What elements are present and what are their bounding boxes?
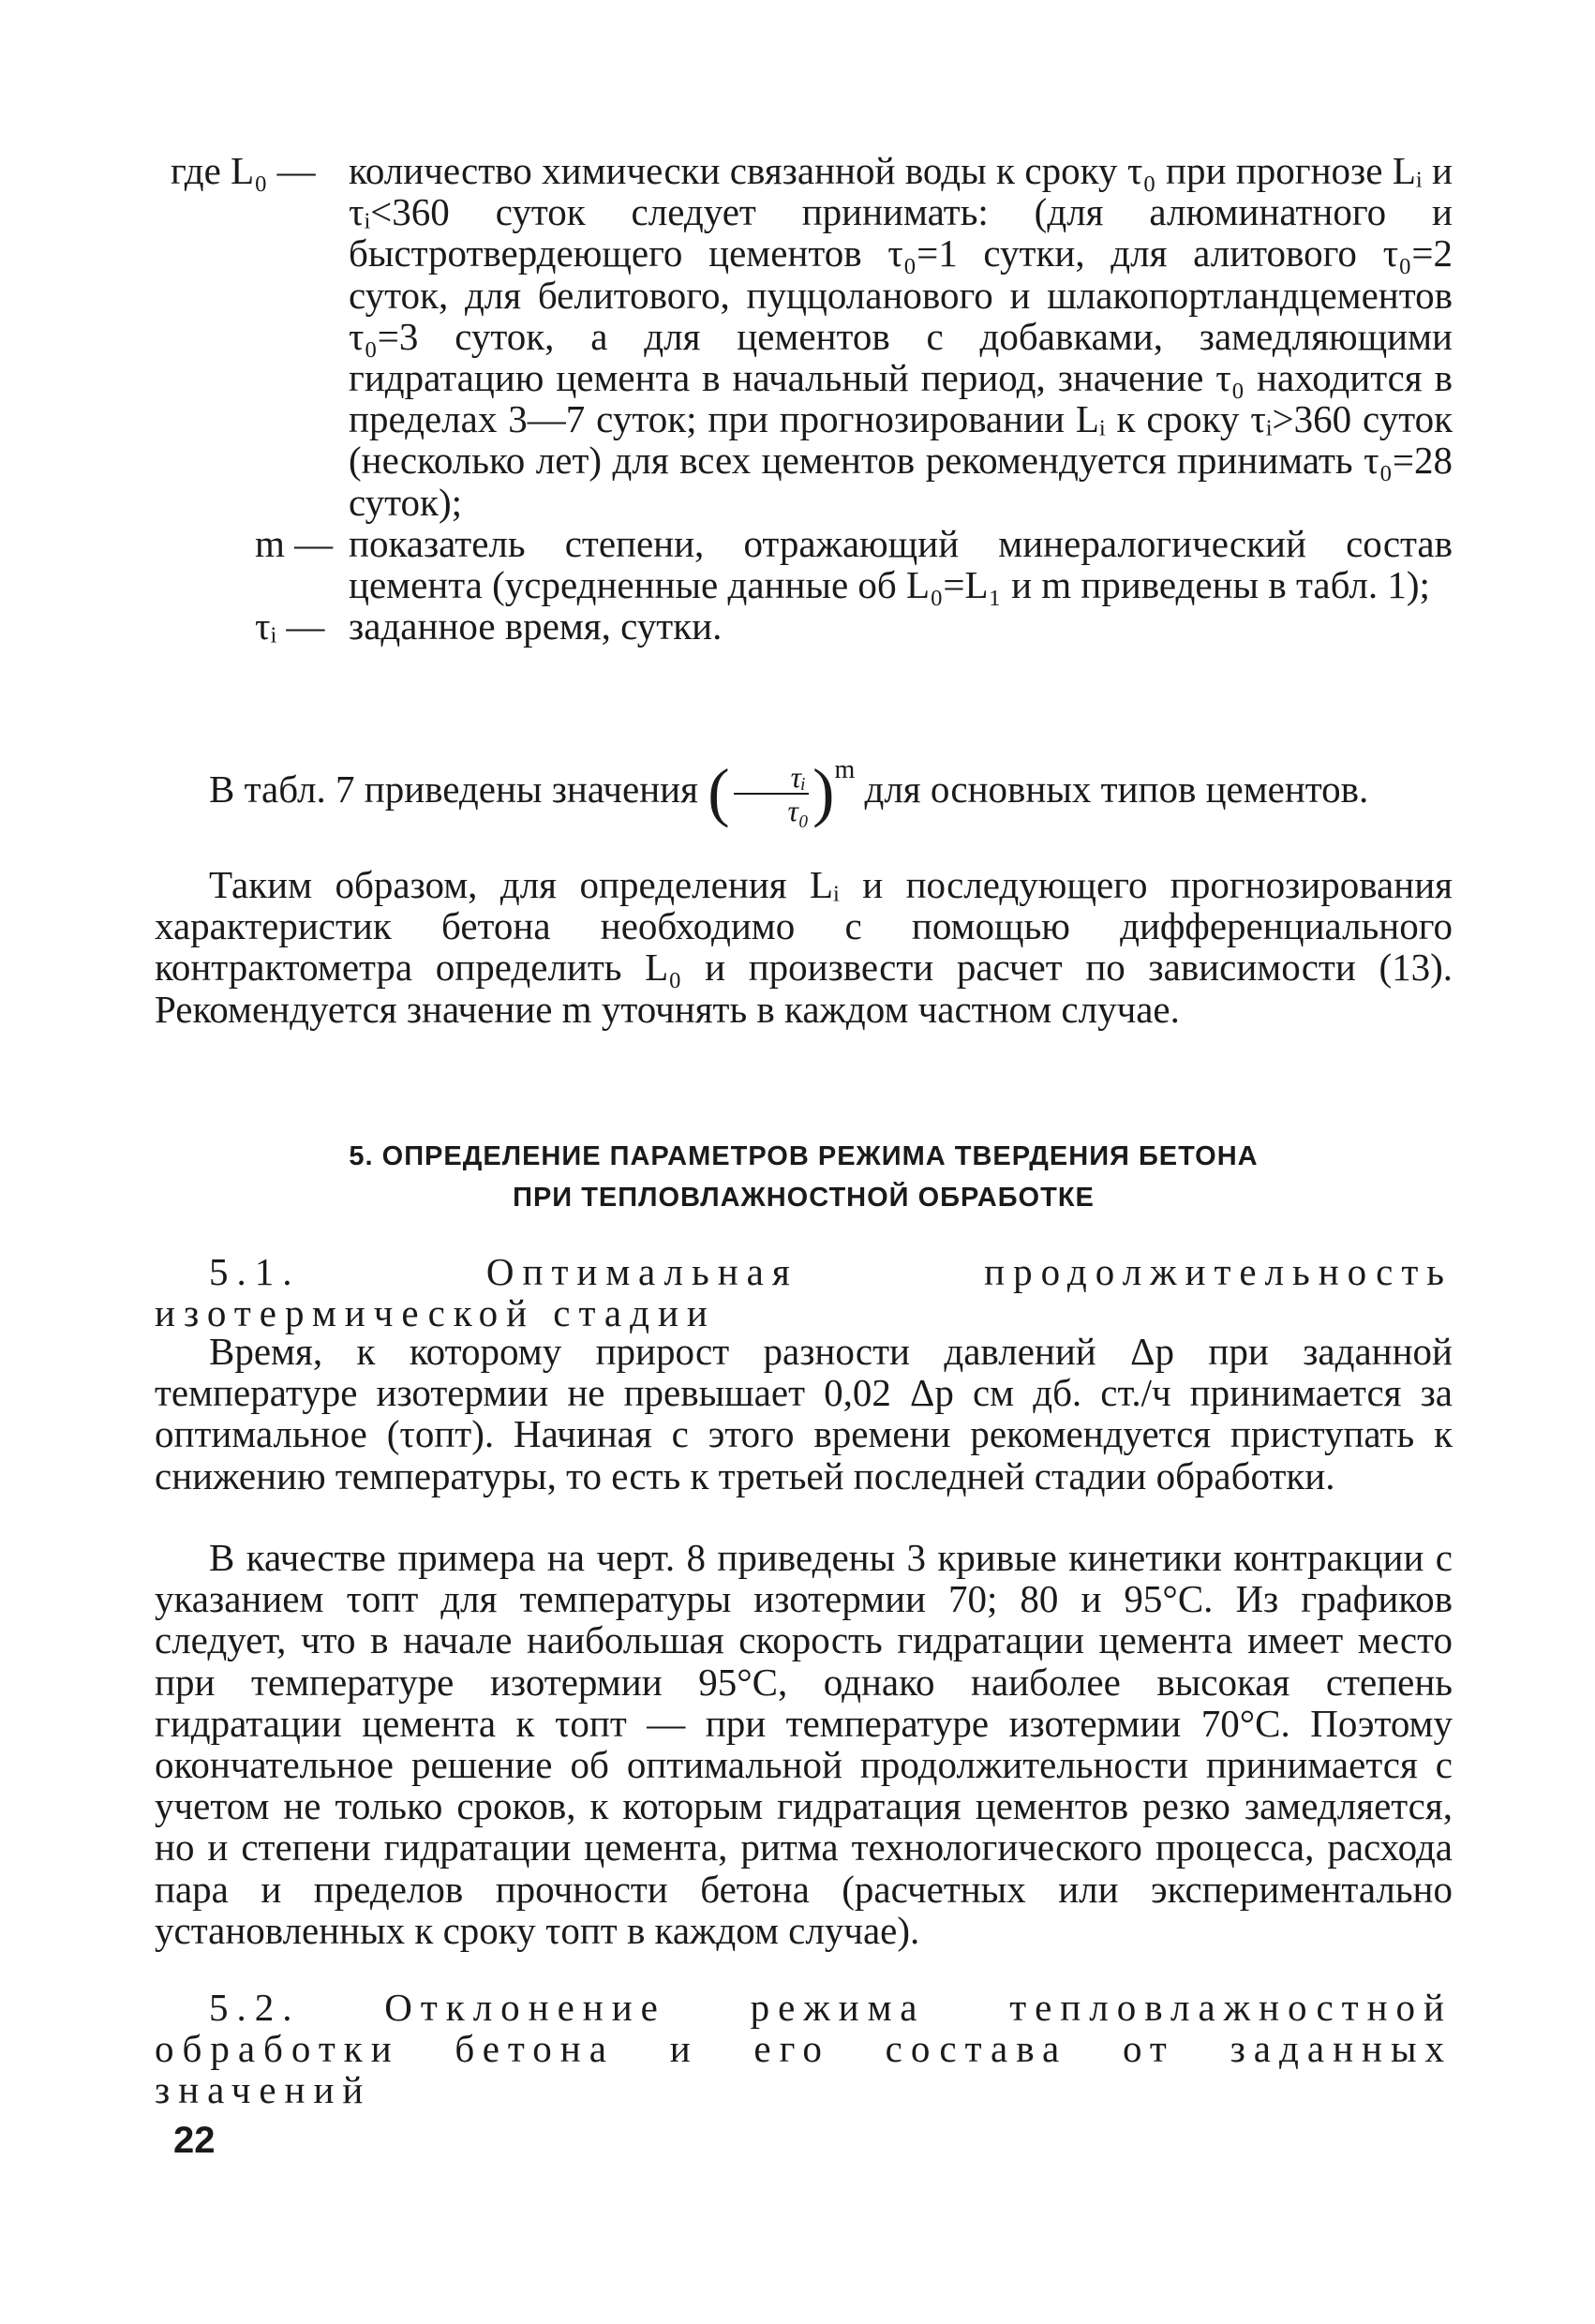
table-reference-paragraph [155,750,1453,827]
definition-symbol: τᵢ — [255,604,325,648]
section-heading [155,1136,1453,1218]
definitions-list [171,150,1453,647]
paragraph-time: Время, к которому прирост разности давлений Δp при заданной температуре изотермии не превышает 0,02 Δp см дб. ст./ч принимается за оптимальное (τопт). Начиная с этого времени рекомендуется приступать к снижению температуры, то есть к третьей последней стадии обработки. [155,1330,1453,1497]
section-heading-line-2: ПРИ ТЕПЛОВЛАЖНОСТНОЙ ОБРАБОТКЕ [513,1183,1095,1213]
definition-m [255,523,1453,605]
definition-text: показатель степени, отражающий минералогический состав цемента (усредненные данные об L₀=L₁ и m приведены в табл. 1); [349,521,1453,607]
exponent: m [834,755,856,784]
table-ref-after: для основных типов цементов. [864,767,1369,811]
definition-text: заданное время, сутки. [349,604,723,648]
definition-tau [255,605,1453,647]
paren-close: ) [812,756,835,829]
subsection-heading-5-2: 5.2. Отклонение режима тепловлажностной обработки бетона и его состава от заданных значений [155,1986,1453,2112]
definition-symbol: m — [255,521,334,565]
paren-open: ( [708,756,730,829]
definition-l0 [171,150,1453,523]
definition-symbol: где L₀ — [171,149,316,192]
paragraph-example: В качестве примера на черт. 8 приведены 3 кривые кинетики контракции с указанием τопт для температуры изотермии 70; 80 и 95°С. Из графиков следует, что в начале наибольшая скорость гидратации цемента имеет место при температуре изотермии 95°С, однако наиболее высокая степень гидратации цемента к τопт — при температуре изотермии 70°С. Поэтому окончательное решение об оптимальной продолжительности принимается с учетом не только сроков, к которым гидратация цементов резко замедляется, но и степени гидратации цемента, ритма технологического процесса, расхода пара и пределов прочности бетона (расчетных или экспериментально установленных к сроку τопт в каждом случае). [155,1536,1453,1952]
table-ref-before: В табл. 7 приведены значения [209,767,698,811]
fraction-denominator: τ₀ [787,793,810,827]
section-heading-line-1: 5. ОПРЕДЕЛЕНИЕ ПАРАМЕТРОВ РЕЖИМА ТВЕРДЕНИЯ БЕТОНА [349,1141,1259,1171]
ratio-fraction [734,761,810,827]
subsection-heading-5-1: 5.1. Оптимальная продолжительность изотермической стадии [155,1250,1453,1335]
fraction-numerator: τᵢ [734,761,810,795]
page-number: 22 [173,2120,216,2161]
definition-text: количество химически связанной воды к сроку τ₀ при прогнозе Lᵢ и τᵢ<360 суток следует принимать: (для алюминатного и быстротвердеющего цементов τ₀=1 сутки, для алитового τ₀=2 суток, для белитового, пуццоланового и шлакопортландцементов τ₀=3 суток, а для цементов с добавками, замедляющими гидратацию цемента в начальный период, значение τ₀ находится в пределах 3—7 суток; при прогнозировании Lᵢ к сроку τᵢ>360 суток (несколько лет) для всех цементов рекомендуется принимать τ₀=28 суток); [349,149,1453,524]
paragraph-thus: Таким образом, для определения Lᵢ и последующего прогнозирования характеристик бетона необходимо с помощью дифференциального контрактометра определить L₀ и произвести расчет по зависимости (13). Рекомендуется значение m уточнять в каждом частном случае. [155,863,1453,1031]
